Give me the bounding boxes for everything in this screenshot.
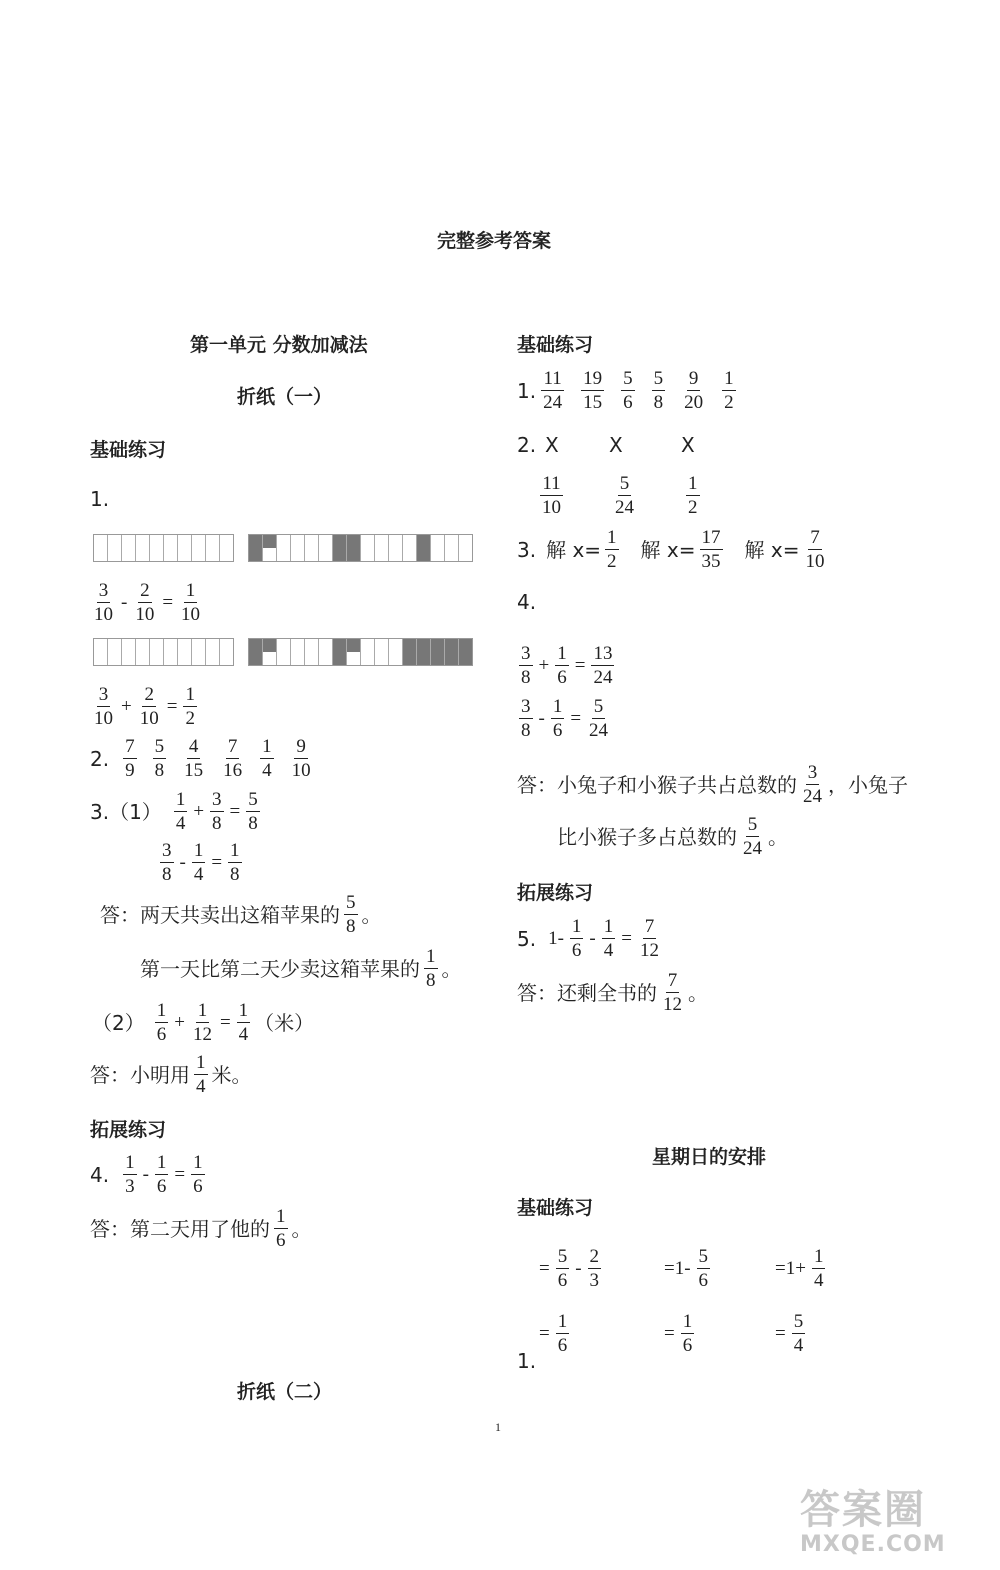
section-title-fold-2: 折纸（二） (237, 1381, 333, 1403)
question-3-2: （2） $\frac{1}{6}$ + $\frac{1}{12}$ = $\frac{1}{4}$ （米） (92, 1000, 315, 1045)
unit-title: 第一单元 分数加减法 (190, 334, 368, 356)
page-number: 1 (495, 1420, 501, 1434)
question-2: 2. $\frac{7}{9}$ $\frac{5}{8}$ $\frac{4}{15}$ $\frac{7}{16}$ $\frac{1}{4}$ $\frac{9}{10}$ (90, 736, 311, 781)
mark-x-2: X (609, 433, 623, 457)
equation-1: $\frac{3}{10}$ - $\frac{2}{10}$ = $\frac{1}{10}$ (94, 580, 201, 625)
right-question-4-eq1: $\frac{3}{8}$ + $\frac{1}{6}$ = $\frac{13}{24}$ (521, 643, 613, 688)
paper-strip (93, 638, 234, 666)
watermark-logo-text: 答案圈 (800, 1487, 926, 1533)
sunday-row-1c: =1+ $\frac{1}{4}$ (775, 1246, 824, 1291)
question-3-1-eq2: $\frac{3}{8}$ - $\frac{1}{4}$ = $\frac{1}{8}$ (162, 840, 240, 885)
right-question-1: 1. $\frac{11}{24}$ $\frac{19}{15}$ $\frac{5}{6}$ $\frac{5}{8}$ $\frac{9}{20}$ $\frac{1}{2}$ (517, 368, 734, 413)
paper-strip (93, 534, 234, 562)
right-answer-4a: 答：小兔子和小猴子共占总数的 $\frac{3}{24}$ ，小兔子 (517, 762, 908, 807)
question-3-1: 3.（1） $\frac{1}{4}$ + $\frac{3}{8}$ = $\frac{5}{8}$ (90, 789, 258, 834)
sunday-question-1-label: 1. (517, 1349, 537, 1373)
right-answer-5: 答：还剩全书的 $\frac{7}{12}$ 。 (517, 970, 708, 1015)
basic-practice-heading: 基础练习 (90, 439, 167, 461)
basic-practice-heading-right: 基础练习 (517, 334, 594, 356)
mark-x-3: X (681, 433, 695, 457)
right-question-4-label: 4. (517, 590, 537, 614)
section-title-fold-1: 折纸（一） (237, 386, 333, 408)
answer-3-1a: 答：两天共卖出这箱苹果的 $\frac{5}{8}$ 。 (100, 892, 382, 937)
sunday-row-2c: = $\frac{5}{4}$ (775, 1311, 804, 1356)
right-question-3: 3. 解 x= $\frac{1}{2}$ 解 x= $\frac{17}{35}$ 解 x= $\frac{7}{10}$ (517, 527, 825, 572)
answer-3-2: 答：小明用 $\frac{1}{4}$ 米。 (90, 1052, 252, 1097)
right-answer-4b: 比小猴子多占总数的 $\frac{5}{24}$ 。 (557, 814, 788, 859)
right-question-4-eq2: $\frac{3}{8}$ - $\frac{1}{6}$ = $\frac{5}{24}$ (521, 696, 609, 741)
watermark-domain: MXQE.COM (800, 1532, 946, 1557)
paper-strips-row-1 (93, 534, 473, 562)
answer-3-1b: 第一天比第二天少卖这箱苹果的 $\frac{1}{8}$ 。 (140, 946, 462, 991)
question-1-label: 1. (90, 487, 110, 511)
section-title-sunday: 星期日的安排 (652, 1146, 767, 1168)
paper-strip-shaded (248, 638, 473, 666)
sunday-row-2b: = $\frac{1}{6}$ (664, 1311, 693, 1356)
right-question-2-fracs: $\frac{11}{10}$ $\frac{5}{24}$ $\frac{1}{2}$ (542, 473, 698, 518)
right-question-2-label: 2. (517, 433, 537, 457)
sunday-row-2a: = $\frac{1}{6}$ (539, 1311, 568, 1356)
paper-strip-shaded (248, 534, 473, 562)
question-4: 4. $\frac{1}{3}$ - $\frac{1}{6}$ = $\frac{1}{6}$ (90, 1152, 203, 1197)
extension-practice-heading: 拓展练习 (90, 1119, 167, 1141)
right-question-5: 5. 1- $\frac{1}{6}$ - $\frac{1}{4}$ = $\frac{7}{12}$ (517, 916, 659, 961)
watermark-logo (800, 1488, 946, 1558)
sunday-row-1b: =1- $\frac{5}{6}$ (664, 1246, 709, 1291)
basic-practice-heading-sunday: 基础练习 (517, 1197, 594, 1219)
equation-2: $\frac{3}{10}$ + $\frac{2}{10}$ = $\frac{1}{2}$ (94, 684, 195, 729)
answer-4: 答：第二天用了他的 $\frac{1}{6}$ 。 (90, 1206, 312, 1251)
sunday-row-1: = $\frac{5}{6}$ - $\frac{2}{3}$ (539, 1246, 600, 1291)
page-title: 完整参考答案 (437, 230, 552, 252)
extension-practice-heading-right: 拓展练习 (517, 882, 594, 904)
mark-x-1: X (545, 433, 559, 457)
paper-strips-row-2 (93, 638, 473, 666)
